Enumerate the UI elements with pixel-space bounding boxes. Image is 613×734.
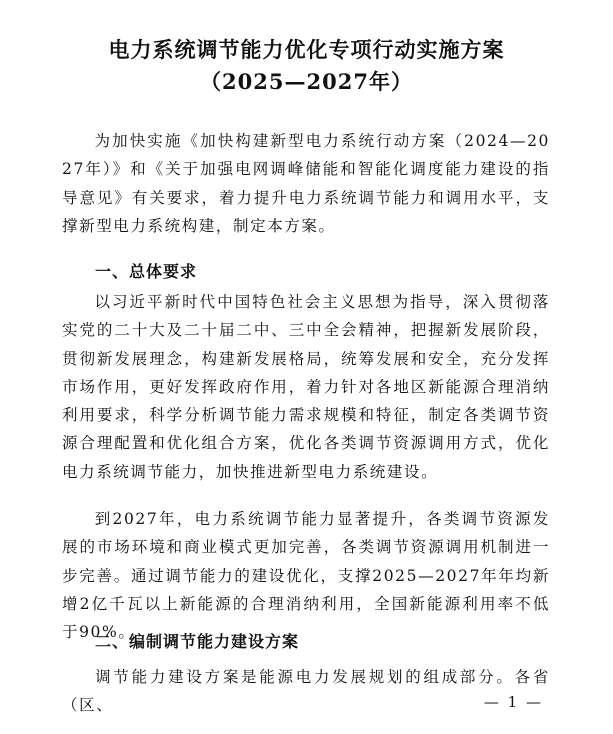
- guiding-principles-paragraph: [62, 288, 550, 486]
- targets-paragraph: [62, 505, 550, 646]
- intro-paragraph: [62, 127, 550, 240]
- section-heading-capacity-plan: 二、编制调节能力建设方案: [95, 632, 300, 651]
- targets-paragraph-text: 到2027年，电力系统调节能力显著提升，各类调节资源发展的市场环境和商业模式更加完善，各类调节资源调用机制进一步完善。通过调节能力的建设优化，支撑2025—2027年年均新增2亿千瓦以上新能源的合理消纳利用，全国新能源利用率不低于90%。: [62, 510, 550, 642]
- section-heading-general-requirements: 一、总体要求: [95, 262, 198, 281]
- capacity-plan-text: 调节能力建设方案是能源电力发展规划的组成部分。各省（区、: [62, 668, 550, 715]
- guiding-principles-text: 以习近平新时代中国特色社会主义思想为指导，深入贯彻落实党的二十大及二十届二中、三中全会精神，把握新发展阶段，贯彻新发展理念，构建新发展格局，统筹发展和安全，充分发挥市场作用，更好发挥政府作用，着力针对各地区新能源合理消纳利用要求，科学分析调节能力需求规模和特征，制定各类调节资源合理配置和优化组合方案，优化各类调节资源调用方式，优化电力系统调节能力，加快推进新型电力系统建设。: [62, 293, 550, 481]
- capacity-plan-paragraph: [62, 663, 550, 720]
- document-title: 电力系统调节能力优化专项行动实施方案: [108, 37, 505, 62]
- document-subtitle-years: （2025—2027年）: [200, 69, 413, 94]
- intro-paragraph-text: 为加快实施《加快构建新型电力系统行动方案（2024—2027年）》和《关于加强电网调峰储能和智能化调度能力建设的指导意见》有关要求，着力提升电力系统调节能力和调用水平，支撑新型电力系统构建，制定本方案。: [62, 132, 550, 235]
- page-number: — 1 —: [483, 693, 543, 711]
